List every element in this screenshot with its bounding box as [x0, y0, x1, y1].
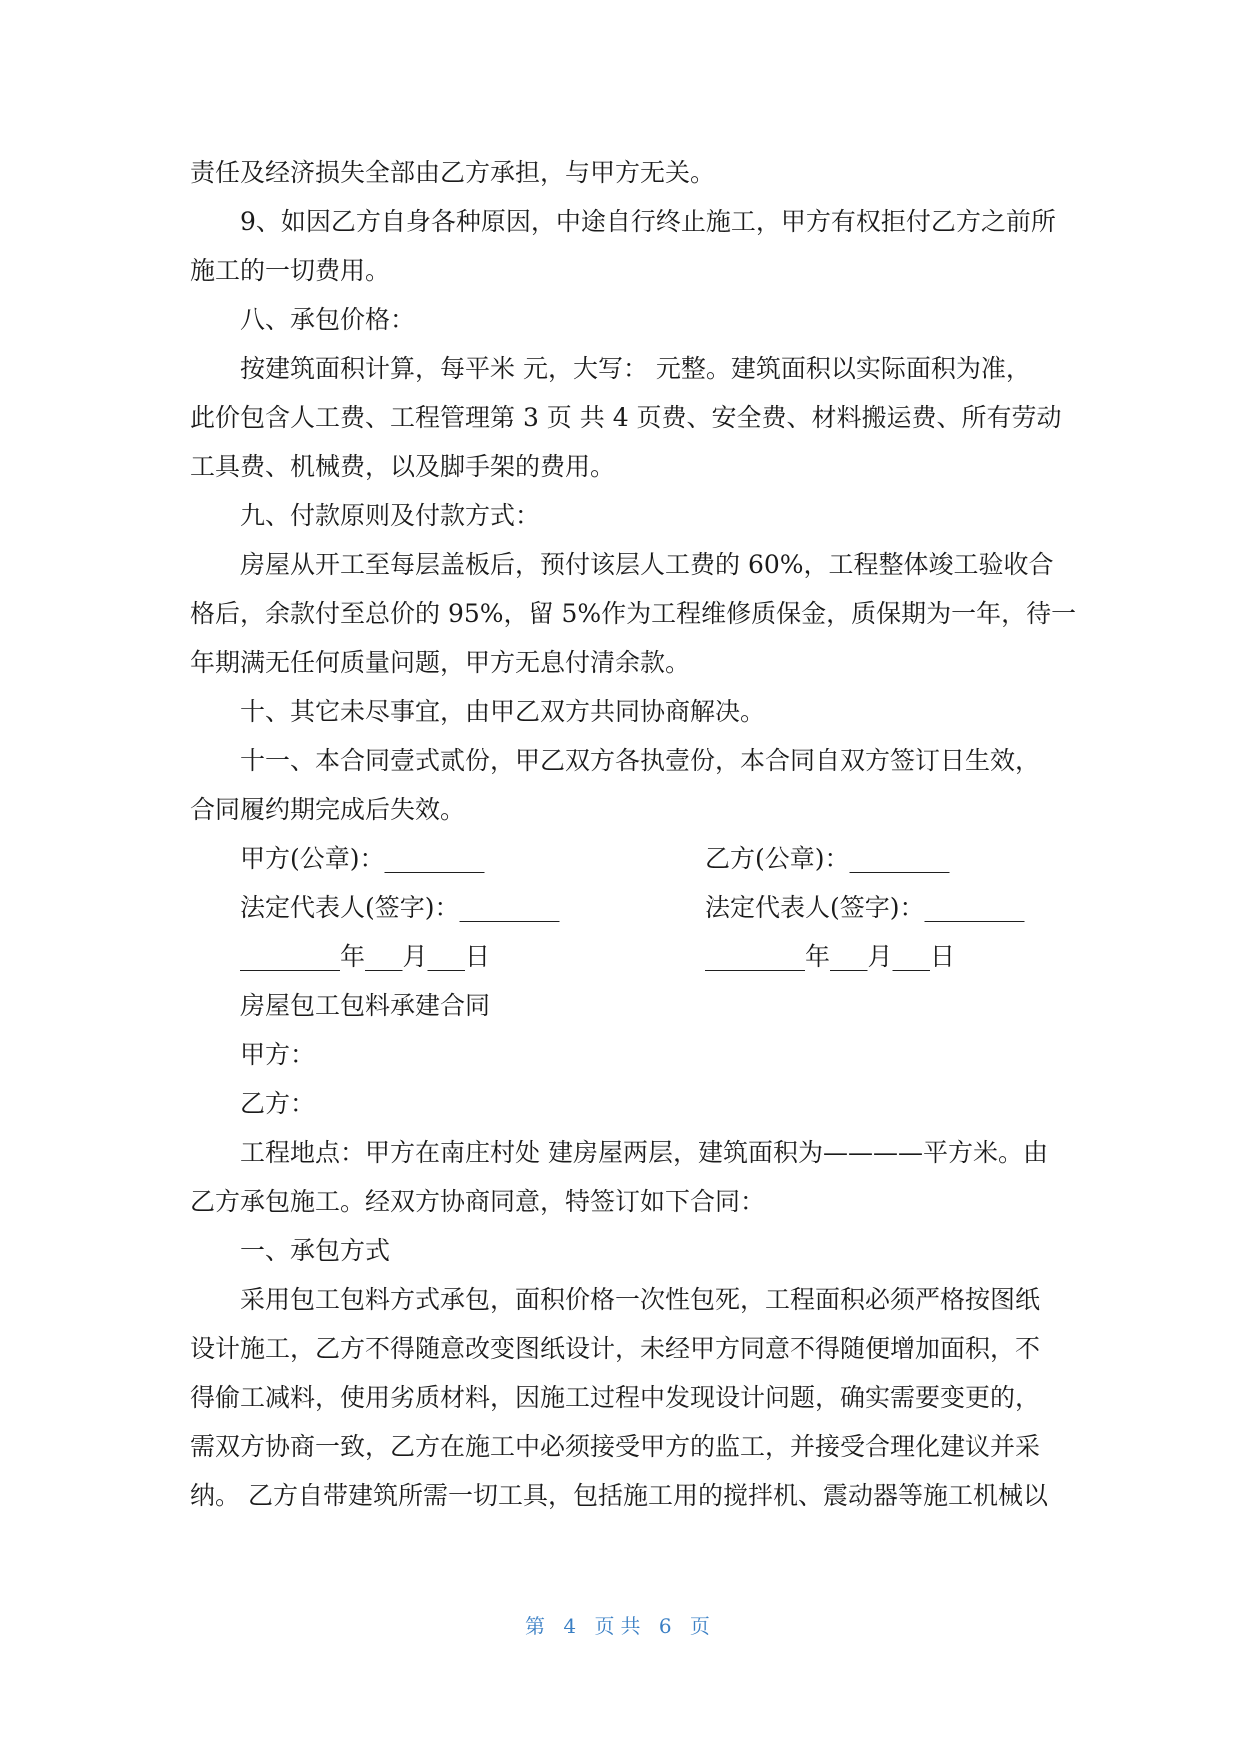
section-heading-9: 九、付款原则及付款方式： — [240, 501, 541, 530]
party-a-representative: 法定代表人(签字)：________ — [240, 893, 560, 922]
paragraph-line: 设计施工，乙方不得随意改变图纸设计，未经甲方同意不得随便增加面积，不 — [190, 1334, 1041, 1363]
party-b-seal: 乙方(公章)：________ — [705, 844, 950, 873]
section-heading-8: 八、承包价格： — [240, 305, 416, 334]
paragraph-line: 采用包工包料方式承包，面积价格一次性包死，工程面积必须严格按图纸 — [240, 1285, 1041, 1314]
paragraph-line: 十一、本合同壹式贰份，甲乙双方各执壹份，本合同自双方签订日生效， — [240, 746, 1041, 775]
paragraph-line: 房屋从开工至每层盖板后，预付该层人工费的 60%，工程整体竣工验收合 — [240, 550, 1054, 579]
page-indicator: 第 4 页共 6 页 — [525, 1614, 716, 1638]
paragraph-line: 此价包含人工费、工程管理第 3 页 共 4 页费、安全费、材料搬运费、所有劳动 — [190, 403, 1062, 432]
paragraph-line: 9、如因乙方自身各种原因，中途自行终止施工，甲方有权拒付乙方之前所 — [240, 207, 1056, 236]
party-a-date: ________年___月___日 — [240, 942, 491, 971]
contract-title: 房屋包工包料承建合同 — [240, 991, 491, 1020]
paragraph-line: 得偷工减料，使用劣质材料，因施工过程中发现设计问题，确实需要变更的， — [190, 1383, 1041, 1412]
paragraph-line: 纳。 乙方自带建筑所需一切工具，包括施工用的搅拌机、震动器等施工机械以 — [190, 1481, 1048, 1510]
party-b-date: ________年___月___日 — [705, 942, 956, 971]
party-b-label: 乙方： — [240, 1089, 316, 1118]
paragraph-line: 格后，余款付至总价的 95%，留 5%作为工程维修质保金，质保期为一年，待一 — [190, 599, 1077, 628]
paragraph-line: 乙方承包施工。经双方协商同意，特签订如下合同： — [190, 1187, 766, 1216]
paragraph-line: 工程地点：甲方在南庄村处 建房屋两层，建筑面积为————平方米。由 — [240, 1138, 1048, 1167]
paragraph-line: 工具费、机械费，以及脚手架的费用。 — [190, 452, 616, 481]
paragraph-line: 责任及经济损失全部由乙方承担，与甲方无关。 — [190, 158, 716, 187]
section-heading-10: 十、其它未尽事宜，由甲乙双方共同协商解决。 — [240, 697, 766, 726]
party-a-seal: 甲方(公章)：________ — [240, 844, 485, 873]
paragraph-line: 施工的一切费用。 — [190, 256, 391, 285]
paragraph-line: 按建筑面积计算，每平米 元，大写： 元整。建筑面积以实际面积为准， — [240, 354, 1031, 383]
party-a-label: 甲方： — [240, 1040, 316, 1069]
section-heading-1: 一、承包方式 — [240, 1236, 391, 1265]
paragraph-line: 年期满无任何质量问题，甲方无息付清余款。 — [190, 648, 691, 677]
paragraph-line: 需双方协商一致，乙方在施工中必须接受甲方的监工，并接受合理化建议并采 — [190, 1432, 1041, 1461]
paragraph-line: 合同履约期完成后失效。 — [190, 795, 466, 824]
party-b-representative: 法定代表人(签字)：________ — [705, 893, 1025, 922]
